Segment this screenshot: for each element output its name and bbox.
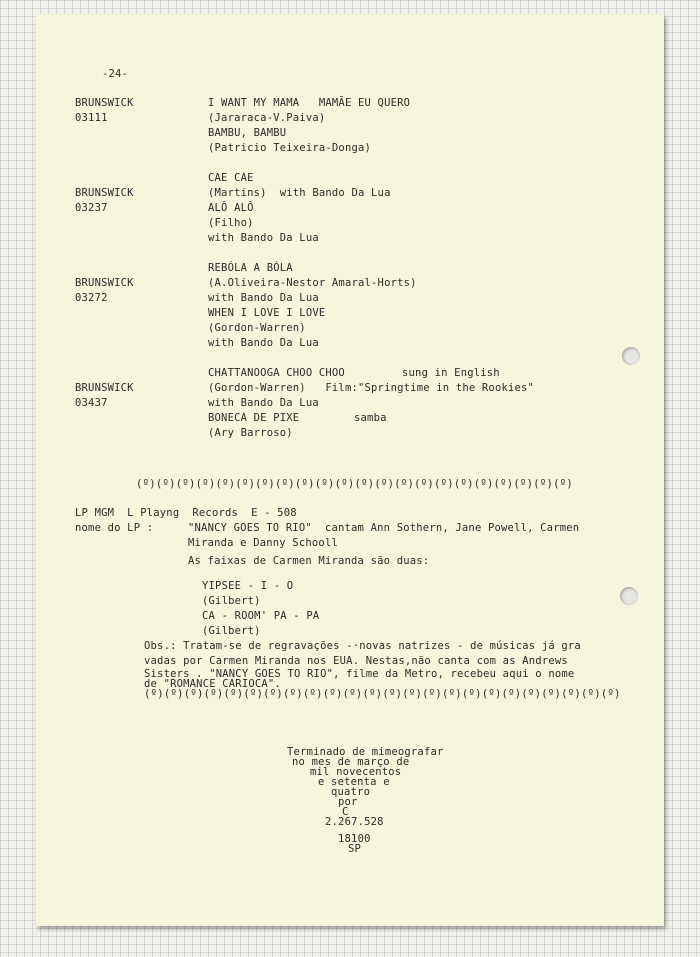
- lp-heading: LP MGM L Playng Records E - 508: [75, 507, 297, 519]
- punch-hole: [620, 587, 638, 605]
- colophon-line: por: [338, 796, 358, 808]
- colophon-line: e setenta e: [318, 776, 390, 788]
- song-line: ALÔ ALÔ: [208, 202, 254, 214]
- song-line: (Gordon-Warren): [208, 322, 306, 334]
- song-line: WHEN I LOVE I LOVE: [208, 307, 326, 319]
- catalog-number: 03272: [75, 292, 108, 304]
- track-line: (Gilbert): [202, 625, 261, 637]
- document-page: [36, 14, 664, 926]
- colophon-line: Terminado de mimeografar: [287, 746, 444, 758]
- song-line: with Bando Da Lua: [208, 292, 319, 304]
- song-line: with Bando Da Lua: [208, 337, 319, 349]
- song-line: (Ary Barroso): [208, 427, 293, 439]
- colophon-line: SP: [348, 843, 362, 855]
- song-line: (Filho): [208, 217, 254, 229]
- punch-hole: [622, 347, 640, 365]
- lp-title-cont: Miranda e Danny Schooll: [188, 537, 338, 549]
- song-note: sung in English: [402, 367, 500, 379]
- lp-label: nome do LP :: [75, 522, 154, 534]
- lp-faixas: As faixas de Carmen Miranda são duas:: [188, 555, 430, 567]
- song-line: CAE CAE: [208, 172, 254, 184]
- song-line: (A.Oliveira-Nestor Amaral-Horts): [208, 277, 417, 289]
- catalog-number: 03111: [75, 112, 108, 124]
- obs-line: Obs.: Tratam-se de regravações -·novas natrizes - de músicas já gra: [144, 640, 581, 652]
- ornament-divider: (º)(º)(º)(º)(º)(º)(º)(º)(º)(º)(º)(º)(º)(º)(º)(º)(º)(º)(º)(º)(º)(º)(º)(º): [144, 688, 621, 700]
- catalog-number: 03437: [75, 397, 108, 409]
- obs-line: de "ROMANCE CARIOCA".: [144, 678, 281, 690]
- colophon-line: 2.267.528: [325, 816, 384, 828]
- colophon-initial: C: [342, 806, 349, 818]
- song-line: with Bando Da Lua: [208, 397, 319, 409]
- song-line: REBÓLA A BÓLA: [208, 262, 293, 274]
- song-line: (Patricio Teixeira-Donga): [208, 142, 372, 154]
- song-line: (Gordon-Warren) Film:"Springtime in the Rookies": [208, 382, 535, 394]
- label-brunswick: BRUNSWICK: [75, 382, 134, 394]
- colophon-line: mil novecentos: [310, 766, 402, 778]
- colophon-line: quatro: [331, 786, 371, 798]
- obs-line: Sisters . "NANCY GOES TO RIO", filme da Metro, recebeu aqui o nome: [144, 668, 575, 680]
- song-line: BONECA DE PIXE: [208, 412, 300, 424]
- track-line: CA - ROOM' PA - PA: [202, 610, 320, 622]
- lp-title-line: "NANCY GOES TO RIO" cantam Ann Sothern, Jane Powell, Carmen: [188, 522, 580, 534]
- song-line: with Bando Da Lua: [208, 232, 319, 244]
- ornament-divider: (º)(º)(º)(º)(º)(º)(º)(º)(º)(º)(º)(º)(º)(º)(º)(º)(º)(º)(º)(º)(º)(º): [136, 478, 574, 490]
- song-line: CHATTANOOGA CHOO CHOO: [208, 367, 345, 379]
- label-brunswick: BRUNSWICK: [75, 97, 134, 109]
- song-line: I WANT MY MAMA MAMÃE EU QUERO: [208, 97, 411, 109]
- song-note: samba: [354, 412, 387, 424]
- colophon-line: 18100: [338, 833, 371, 845]
- obs-line: vadas por Carmen Miranda nos EUA. Nestas,não canta com as Andrews: [144, 655, 568, 667]
- catalog-number: 03237: [75, 202, 108, 214]
- track-line: (Gilbert): [202, 595, 261, 607]
- song-line: BAMBU, BAMBU: [208, 127, 287, 139]
- track-line: YIPSEE - I - O: [202, 580, 294, 592]
- label-brunswick: BRUNSWICK: [75, 187, 134, 199]
- label-brunswick: BRUNSWICK: [75, 277, 134, 289]
- song-line: (Jararaca-V.Paiva): [208, 112, 326, 124]
- colophon-line: no mes de março de: [292, 756, 410, 768]
- page-number: -24-: [102, 68, 129, 80]
- song-line: (Martins) with Bando Da Lua: [208, 187, 391, 199]
